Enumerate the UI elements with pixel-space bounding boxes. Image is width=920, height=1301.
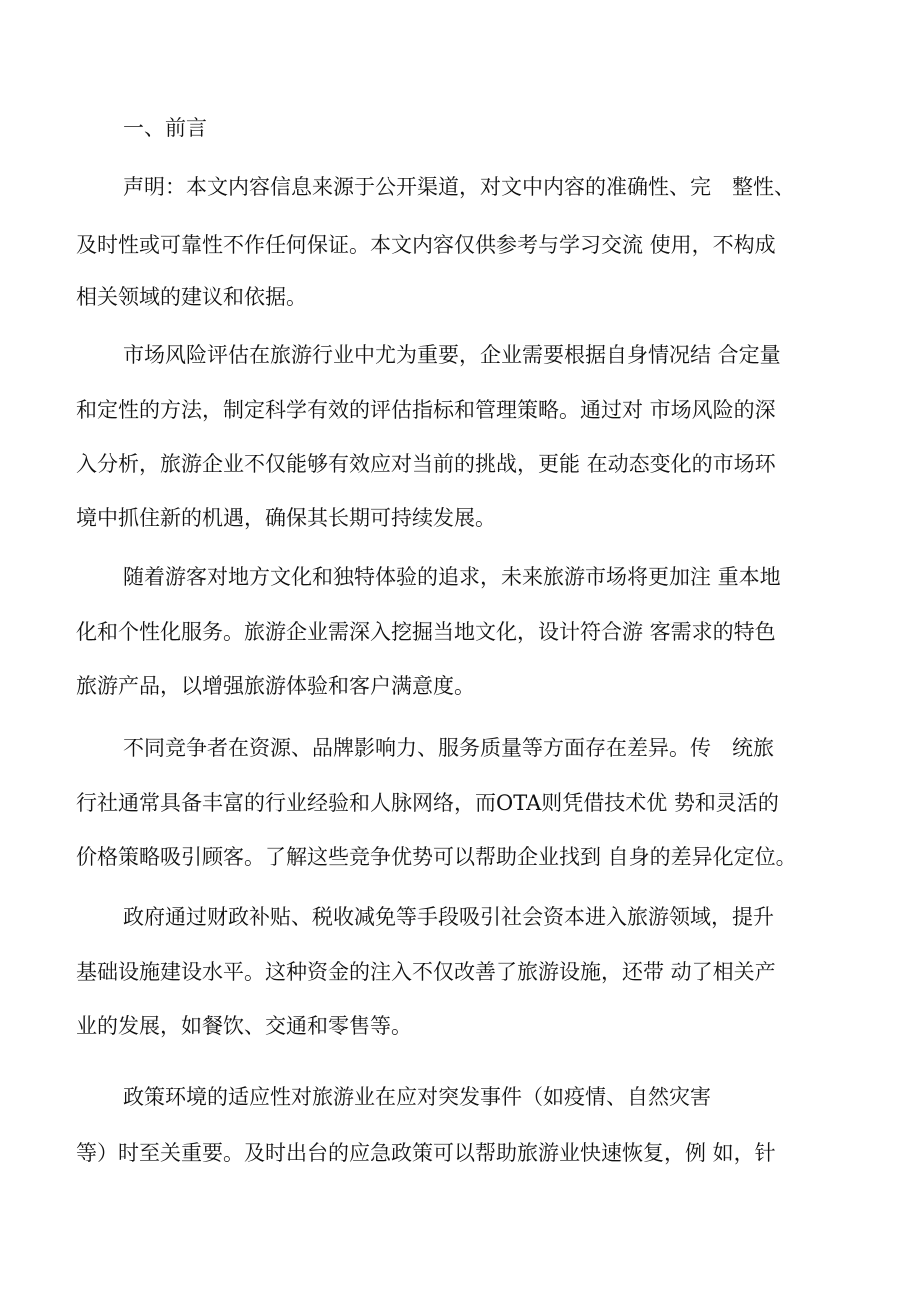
government-line-3: 业的发展，如餐饮、交通和零售等。	[76, 1014, 412, 1038]
competitors-line-2: 行社通常具备丰富的行业经验和人脉网络，而OTA则凭借技术优 势和灵活的	[76, 791, 779, 815]
market-risk-line-1: 市场风险评估在旅游行业中尤为重要，企业需要根据自身情况结 合定量	[123, 343, 781, 367]
market-risk-line-4: 境中抓住新的机遇，确保其长期可持续发展。	[76, 506, 496, 530]
government-line-2: 基础设施建设水平。这种资金的注入不仅改善了旅游设施，还带 动了相关产	[76, 960, 776, 984]
government-line-1: 政府通过财政补贴、税收减免等手段吸引社会资本进入旅游领域，提升	[123, 905, 774, 929]
market-risk-line-3: 入分析，旅游企业不仅能够有效应对当前的挑战，更能 在动态变化的市场环	[76, 452, 776, 476]
policy-line-1: 政策环境的适应性对旅游业在应对突发事件（如疫情、自然灾害	[123, 1085, 711, 1109]
market-risk-line-2: 和定性的方法，制定科学有效的评估指标和管理策略。通过对 市场风险的深	[76, 398, 776, 422]
disclaimer-line-2: 及时性或可靠性不作任何保证。本文内容仅供参考与学习交流 使用，不构成	[76, 233, 776, 257]
section-heading: 一、前言	[123, 116, 207, 140]
local-culture-line-3: 旅游产品，以增强旅游体验和客户满意度。	[76, 674, 475, 698]
competitors-line-3: 价格策略吸引顾客。了解这些竞争优势可以帮助企业找到 自身的差异化定位。	[76, 845, 797, 869]
policy-line-2: 等）时至关重要。及时出台的应急政策可以帮助旅游业快速恢复，例 如，针	[76, 1141, 776, 1165]
disclaimer-line-1: 声明：本文内容信息来源于公开渠道，对文中内容的准确性、完 整性、	[123, 175, 795, 199]
local-culture-line-2: 化和个性化服务。旅游企业需深入挖掘当地文化，设计符合游 客需求的特色	[76, 620, 776, 644]
competitors-line-1: 不同竞争者在资源、品牌影响力、服务质量等方面存在差异。传 统旅	[123, 736, 774, 760]
local-culture-line-1: 随着游客对地方文化和独特体验的追求，未来旅游市场将更加注 重本地	[123, 565, 781, 589]
disclaimer-line-3: 相关领域的建议和依据。	[76, 285, 307, 309]
